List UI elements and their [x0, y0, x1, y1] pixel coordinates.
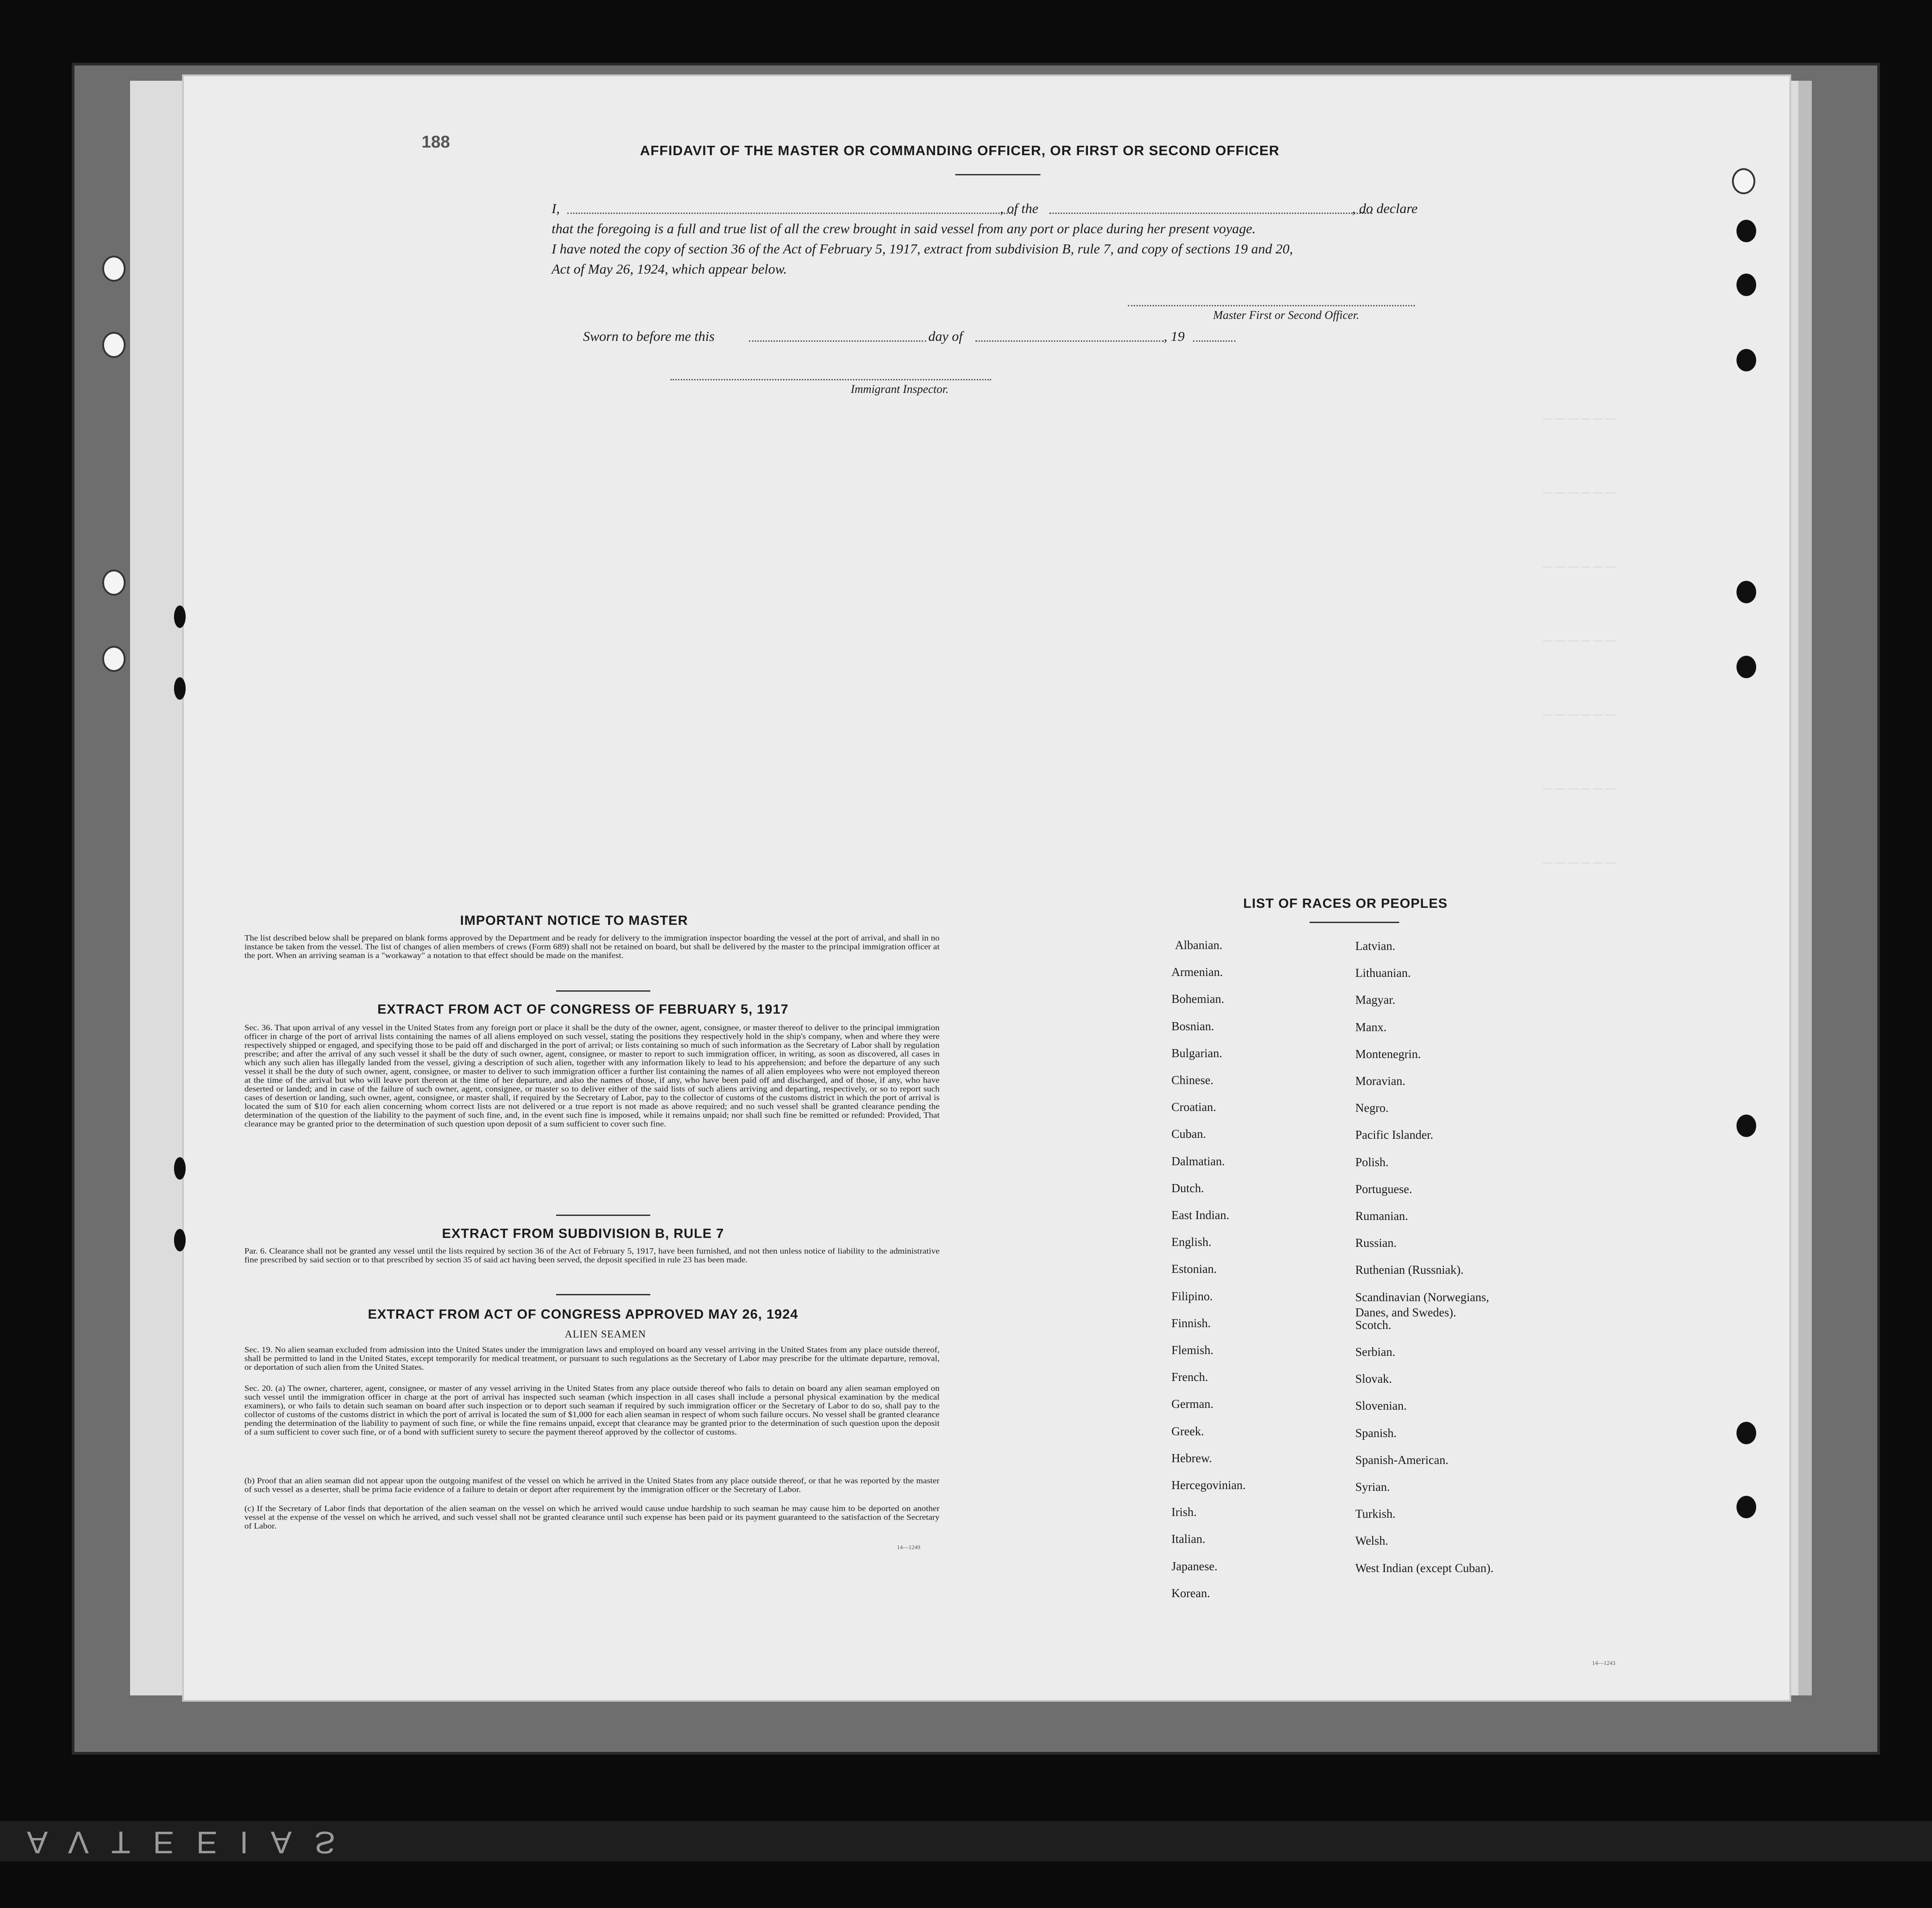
race-item: East Indian. — [1171, 1208, 1229, 1222]
binder-hole-icon — [1736, 274, 1756, 296]
section-rule — [556, 1294, 650, 1295]
race-item: Greek. — [1171, 1424, 1204, 1438]
binder-hole-icon — [1736, 656, 1756, 678]
binder-hole-icon — [102, 332, 126, 358]
binder-hole-icon — [1736, 349, 1756, 371]
day-of-label: day of — [928, 328, 963, 344]
section-rule — [556, 990, 650, 992]
sworn-label: Sworn to before me this — [583, 328, 715, 344]
bleed-through: — — — — — — — [1543, 413, 1616, 424]
affidavit-line2: that the foregoing is a full and true list of all the crew brought in said vessel from any port or place during her present voyage. — [552, 221, 1256, 236]
race-item: Russian. — [1355, 1236, 1397, 1250]
race-item: Albanian. — [1175, 938, 1223, 952]
race-item: Moravian. — [1355, 1074, 1405, 1088]
race-item: Slovenian. — [1355, 1399, 1407, 1413]
binder-hole-icon — [1732, 168, 1755, 194]
extract-1924-title: EXTRACT FROM ACT OF CONGRESS APPROVED MAY 26, 1924 — [368, 1307, 798, 1322]
binder-hole-icon — [102, 646, 126, 672]
race-item: Magyar. — [1355, 993, 1396, 1007]
film-edge-text: AVTEEIAS — [27, 1825, 358, 1860]
binder-hole-icon — [1736, 1422, 1756, 1444]
race-item: Cuban. — [1171, 1127, 1206, 1141]
section-20a-text: Sec. 20. (a) The owner, charterer, agent, consignee, or master of any vessel arriving in the United States from any place outside thereof who fails to detain on board any alien seaman employed on such vessel until the immigration officer in charge at the port of arrival has inspected such seaman (which inspection in all cases shall include a personal physical examination by the medical examiners), or who fails to detain such seaman on board after such inspection or to deport such seaman if required by such immigration officer or the Secretary of Labor to do so, shall pay to the collector of customs of the customs district in which the port of arrival is located the sum of $1,000 for each alien seaman in respect of whom such failure occurs. No vessel shall be granted clearance pending the determination of the liability to payment of such fine, or while the fine remains unpaid, except that clearance may be granted prior to the determination of such question upon the deposit of a sum sufficient to cover such fine, or of a bond with sufficient surety to secure the payment thereof approved by the collector of customs. — [244, 1384, 940, 1437]
extract-rule7-title: EXTRACT FROM SUBDIVISION B, RULE 7 — [442, 1226, 724, 1241]
binder-hole-icon — [102, 256, 126, 282]
extract-rule7-text: Par. 6. Clearance shall not be granted any vessel until the lists required by section 36 of the Act of February 5, 1917, have been furnished, and not then unless notice of liability to the administrative fine prescribed by said section or to that prescribed by section 35 of said act having been served, the deposit specified in rule 23 has been made. — [244, 1247, 940, 1265]
race-item: Welsh. — [1355, 1534, 1388, 1548]
notice-text: The list described below shall be prepared on blank forms approved by the Department and be ready for delivery to the immigration inspector boarding the vessel at the port of arrival, and shall in no instance be taken from the vessel. The list of changes of alien members of crews (Form 689) shall not be retained on board, but shall be delivered by the master to the principal immigration officer at the port. When an arriving seaman is a "workaway" a notation to that effect should be made on the manifest. — [244, 934, 940, 960]
section-19-text: Sec. 19. No alien seaman excluded from admission into the United States under the immigration laws and employed on board any vessel arriving in the United States from any place outside thereof, shall be permitted to land in the United States, except temporarily for medical treatment, or pursuant to such regulations as the Secretary of Labor may prescribe for the ultimate departure, removal, or deportation of such alien from the United States. — [244, 1346, 940, 1372]
section-rule — [556, 1215, 650, 1216]
race-item: Scandinavian (Norwegians, Danes, and Swedes). — [1355, 1290, 1489, 1319]
race-item: Chinese. — [1171, 1073, 1214, 1087]
race-item: German. — [1171, 1397, 1214, 1411]
race-item: Portuguese. — [1355, 1182, 1412, 1196]
binder-hole-icon — [102, 570, 126, 596]
form-code: 14—1249 — [897, 1544, 920, 1551]
section-20c-text: (c) If the Secretary of Labor finds that deportation of the alien seaman on the vessel on which he arrived would cause undue hardship to such seaman he may cause him to be deported on another vessel at the expense of the vessel on which he arrived, and such vessel shall not be granted clearance until such expense has been paid or its payment guaranteed to the satisfaction of the Secretary of Labor. — [244, 1504, 940, 1531]
binder-hole-icon — [1736, 1496, 1756, 1518]
race-item: West Indian (except Cuban). — [1355, 1561, 1494, 1575]
bleed-through: — — — — — — — [1543, 561, 1616, 572]
binder-hole-icon — [174, 1157, 186, 1180]
race-item: Montenegrin. — [1355, 1047, 1421, 1061]
race-item: Syrian. — [1355, 1480, 1390, 1494]
race-item: Lithuanian. — [1355, 966, 1411, 980]
extract-1917-title: EXTRACT FROM ACT OF CONGRESS OF FEBRUARY 5, 1917 — [377, 1002, 789, 1017]
corner-mark: 188 — [422, 133, 450, 152]
sworn-year-field[interactable] — [1193, 340, 1236, 342]
race-item: Flemish. — [1171, 1343, 1214, 1357]
affidavit-title: AFFIDAVIT OF THE MASTER OR COMMANDING OFFICER, OR FIRST OR SECOND OFFICER — [640, 143, 1280, 158]
race-item: Hebrew. — [1171, 1451, 1212, 1465]
race-item: Scotch. — [1355, 1318, 1392, 1332]
notice-title: IMPORTANT NOTICE TO MASTER — [460, 913, 688, 928]
affidavit-line4: Act of May 26, 1924, which appear below. — [552, 261, 787, 277]
binder-hole-icon — [174, 677, 186, 700]
of-the-label: , of the — [1000, 200, 1039, 216]
sworn-month-field[interactable] — [975, 340, 1164, 342]
race-item: Bulgarian. — [1171, 1046, 1223, 1060]
race-item: English. — [1171, 1235, 1212, 1249]
extract-1917-text: Sec. 36. That upon arrival of any vessel in the United States from any foreign port or place it shall be the duty of the owner, agent, consignee, or master thereof to deliver to the principal immigration officer in charge of the port of arrival lists containing the names of all aliens employed on such vessel, stating the positions they respectively hold in the ship's company, when and where they were respectively shipped or engaged, and specifying those to be paid off and discharged in the port of arrival; or lists containing so much of such information as the Secretary of Labor shall by regulation prescribe; and after the arrival of any such vessel it shall be the duty of such owner, agent, consignee, or master to report to such immigration officer, in writing, as soon as discovered, all cases in which any such alien has illegally landed from the vessel, giving a description of such alien, together with any information likely to lead to his apprehension; and before the departure of any such vessel it shall be the duty of such owner, agent, consignee, or master to deliver to such immigration officer a further list containing the names of all alien employees who were not employed thereon at the time of the arrival but who will leave port thereon at the time of her departure, and also the names of those, if any, who have been paid off and discharged, and of those, if any, who have deserted or landed; and in case of the failure of such owner, agent, consignee, or master so to deliver either of the said lists of such aliens arriving and departing, respectively, or so to report such cases of desertion or landing, such owner, agent, consignee, or master shall, if required by the Secretary of Labor, pay to the collector of customs of the customs district in which the port of arrival is located the sum of $10 for each alien concerning whom correct lists are not delivered or a true report is not made as above required; and no such vessel shall be granted clearance pending the determination of the question of the liability to the payment of such fine, and, in the event such fine is imposed, while it remains unpaid; nor shall such fine be remitted or refunded: Provided, That clearance may be granted prior to the determination of such question upon deposit of a sum sufficient to cover such fine. — [244, 1024, 940, 1129]
race-item: Dalmatian. — [1171, 1154, 1225, 1168]
race-item: Turkish. — [1355, 1507, 1396, 1521]
inspector-caption: Immigrant Inspector. — [851, 383, 949, 396]
race-item: Serbian. — [1355, 1345, 1396, 1359]
declarant-label: I, — [552, 200, 560, 216]
race-item: Spanish-American. — [1355, 1453, 1449, 1467]
declare-label: , do declare — [1352, 200, 1418, 216]
race-item: Bohemian. — [1171, 992, 1224, 1006]
race-item: French. — [1171, 1370, 1208, 1384]
race-item: Dutch. — [1171, 1181, 1204, 1195]
race-item: Slovak. — [1355, 1372, 1392, 1386]
affidavit-line3: I have noted the copy of section 36 of the Act of February 5, 1917, extract from subdivision B, rule 7, and copy of sections 19 and 20, — [552, 241, 1293, 257]
binder-hole-icon — [1736, 1115, 1756, 1137]
race-item: Irish. — [1171, 1505, 1197, 1519]
race-item: Japanese. — [1171, 1559, 1218, 1573]
races-title: LIST OF RACES OR PEOPLES — [1243, 896, 1448, 911]
race-item: Pacific Islander. — [1355, 1128, 1433, 1142]
race-item: Latvian. — [1355, 939, 1396, 953]
race-item: Croatian. — [1171, 1100, 1216, 1114]
race-item: Armenian. — [1171, 965, 1223, 979]
declarant-name-field[interactable] — [567, 213, 1016, 214]
race-item: Rumanian. — [1355, 1209, 1408, 1223]
binder-hole-icon — [1736, 581, 1756, 603]
race-item: Estonian. — [1171, 1262, 1217, 1276]
year-label: , 19 — [1164, 328, 1185, 344]
section-20b-text: (b) Proof that an alien seaman did not appear upon the outgoing manifest of the vessel on which he arrived in the United States from any place outside thereof, or that he was reported by the master of such vessel as a deserter, shall be prima facie evidence of a failure to detain or deport after requirement by the immigration officer or the Secretary of Labor. — [244, 1477, 940, 1494]
binder-hole-icon — [1736, 220, 1756, 242]
alien-seamen-subtitle: ALIEN SEAMEN — [565, 1329, 646, 1340]
bleed-through: — — — — — — — [1543, 857, 1616, 868]
race-item: Finnish. — [1171, 1316, 1211, 1330]
bleed-through: — — — — — — — [1543, 487, 1616, 498]
race-item: Italian. — [1171, 1532, 1205, 1546]
title-rule — [955, 174, 1040, 175]
race-item: Manx. — [1355, 1020, 1387, 1034]
bleed-through: — — — — — — — [1543, 635, 1616, 646]
bleed-through: — — — — — — — [1543, 783, 1616, 794]
page-code: 14—1243 — [1592, 1660, 1615, 1666]
film-edge-strip — [0, 1821, 1932, 1861]
race-item: Hercegovinian. — [1171, 1478, 1246, 1492]
bleed-through: — — — — — — — [1543, 709, 1616, 720]
race-item: Polish. — [1355, 1155, 1389, 1169]
sworn-day-field[interactable] — [749, 340, 926, 342]
affidavit-line1 — [552, 198, 1440, 218]
sworn-line — [583, 326, 1238, 346]
race-item: Filipino. — [1171, 1289, 1213, 1303]
race-item: Negro. — [1355, 1101, 1389, 1115]
race-item: Korean. — [1171, 1586, 1210, 1600]
vessel-name-field[interactable] — [1049, 213, 1372, 214]
race-item: Bosnian. — [1171, 1019, 1214, 1033]
form-page — [184, 76, 1789, 1700]
race-item: Ruthenian (Russniak). — [1355, 1263, 1464, 1277]
master-caption: Master First or Second Officer. — [1213, 309, 1359, 322]
races-title-rule — [1310, 922, 1399, 923]
race-item: Spanish. — [1355, 1426, 1397, 1440]
binder-hole-icon — [174, 1229, 186, 1251]
binder-hole-icon — [174, 606, 186, 628]
